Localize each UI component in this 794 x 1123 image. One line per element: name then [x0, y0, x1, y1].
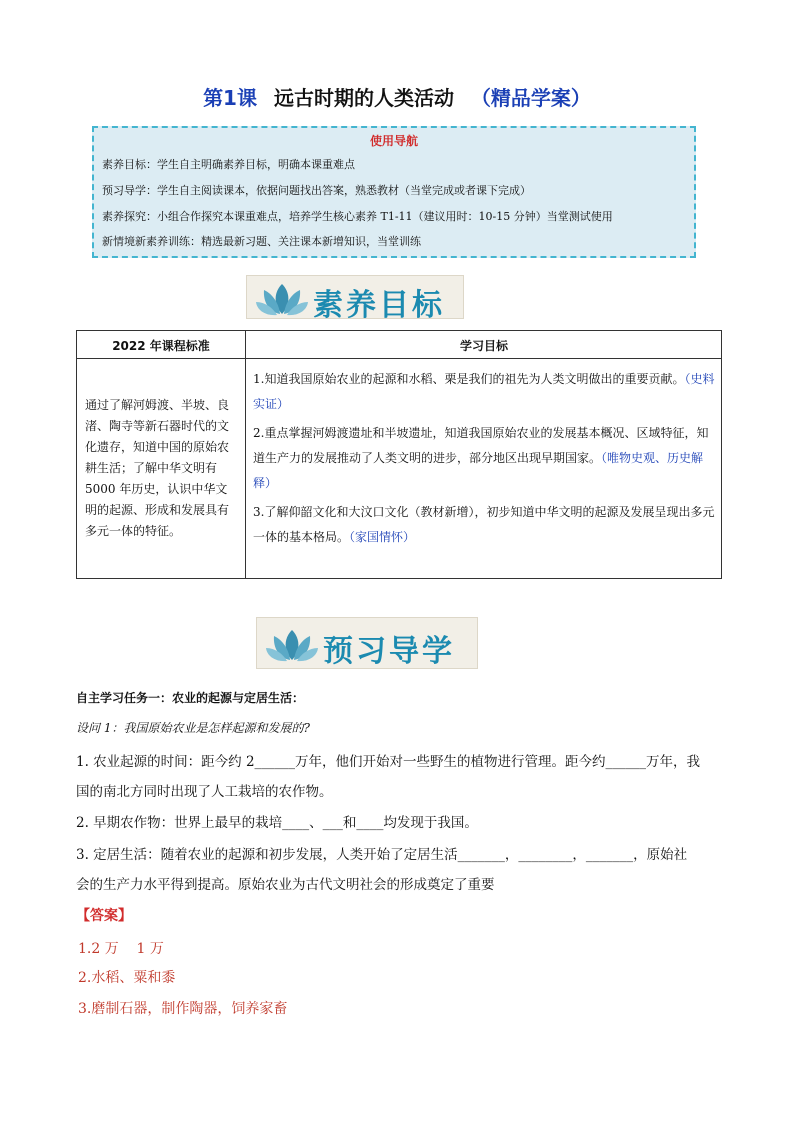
fill-blank-q3: 3. 定居生活：随着农业的起源和初步发展，人类开始了定居生活_______，________，_______，原始社 会的生产力水平得到提高。原始农业为古代文明社会的形成奠定了重要 [76, 847, 688, 893]
answer-item: 3.磨制石器，制作陶器，饲养家畜 [78, 1001, 288, 1017]
study-question: 设问 1：我国原始农业是怎样起源和发展的? [76, 721, 310, 735]
curriculum-standard-cell [85, 362, 239, 574]
lesson-tag: （精品学案） [470, 86, 591, 110]
section-banner-literacy-goals [246, 275, 464, 323]
banner-title: 素养目标 [313, 288, 445, 323]
answer-heading: 【答案】 [76, 908, 132, 924]
table-divider [77, 358, 721, 359]
section-banner-preview-study [256, 617, 478, 669]
answer-item: 1.2 万 1 万 [78, 941, 164, 957]
banner-title: 预习导学 [323, 634, 455, 669]
table-divider [245, 331, 246, 578]
learning-goals-cell [253, 367, 715, 554]
curriculum-table [76, 330, 722, 579]
fill-blank-q1: 1. 农业起源的时间：距今约 2______万年，他们开始对一些野生的植物进行管理。距今约______万年，我 国的南北方同时出现了人工栽培的农作物。 [76, 754, 701, 800]
lesson-number: 第1课 [203, 86, 257, 110]
table-header-standard: 2022 年课程标准 [112, 339, 210, 353]
usage-guide-box [92, 126, 696, 258]
page-title [0, 82, 794, 111]
answer-item: 2.水稻、粟和黍 [78, 970, 176, 986]
learning-goal: 1.知道我国原始农业的起源和水稻、栗是我们的祖先为人类文明做出的重要贡献。（史料实证） [253, 372, 715, 411]
learning-goal: 2.重点掌握河姆渡遗址和半坡遗址，知道我国原始农业的发展基本概况、区域特征，知道生产力的发展推动了人类文明的进步，部分地区出现早期国家。（唯物史观、历史解释） [253, 426, 709, 490]
guide-line: 新情境新素养训练：精选最新习题、关注课本新增知识，当堂训练 [102, 235, 421, 248]
guide-line: 素养目标：学生自主明确素养目标，明确本课重难点 [102, 158, 355, 171]
lotus-icon [265, 628, 319, 662]
learning-goal: 3.了解仰韶文化和大汶口文化（教材新增），初步知道中华文明的起源及发展呈现出多元一体的基本格局。（家国情怀） [253, 505, 715, 544]
curriculum-standard-text: 通过了解河姆渡、半坡、良渚、陶寺等新石器时代的文化遗存，知道中国的原始农耕生活；了解中华文明有 5000 年历史，认识中华文明的起源、形成和发展具有多元一体的特征。 [85, 397, 230, 538]
lotus-icon [255, 282, 309, 316]
lesson-name: 远古时期的人类活动 [273, 86, 454, 110]
guide-line: 素养探究：小组合作探究本课重难点，培养学生核心素养 T1-11（建议用时：10-15 分钟）当堂测试使用 [102, 210, 613, 223]
fill-blank-q2: 2. 早期农作物：世界上最早的栽培____、___和____均发现于我国。 [76, 815, 478, 831]
guide-line: 预习导学：学生自主阅读课本，依据问题找出答案，熟悉教材（当堂完成或者课下完成） [102, 184, 531, 197]
guide-heading: 使用导航 [369, 134, 418, 148]
study-task-title: 自主学习任务一：农业的起源与定居生活： [76, 691, 305, 705]
table-header-goals: 学习目标 [459, 339, 508, 353]
